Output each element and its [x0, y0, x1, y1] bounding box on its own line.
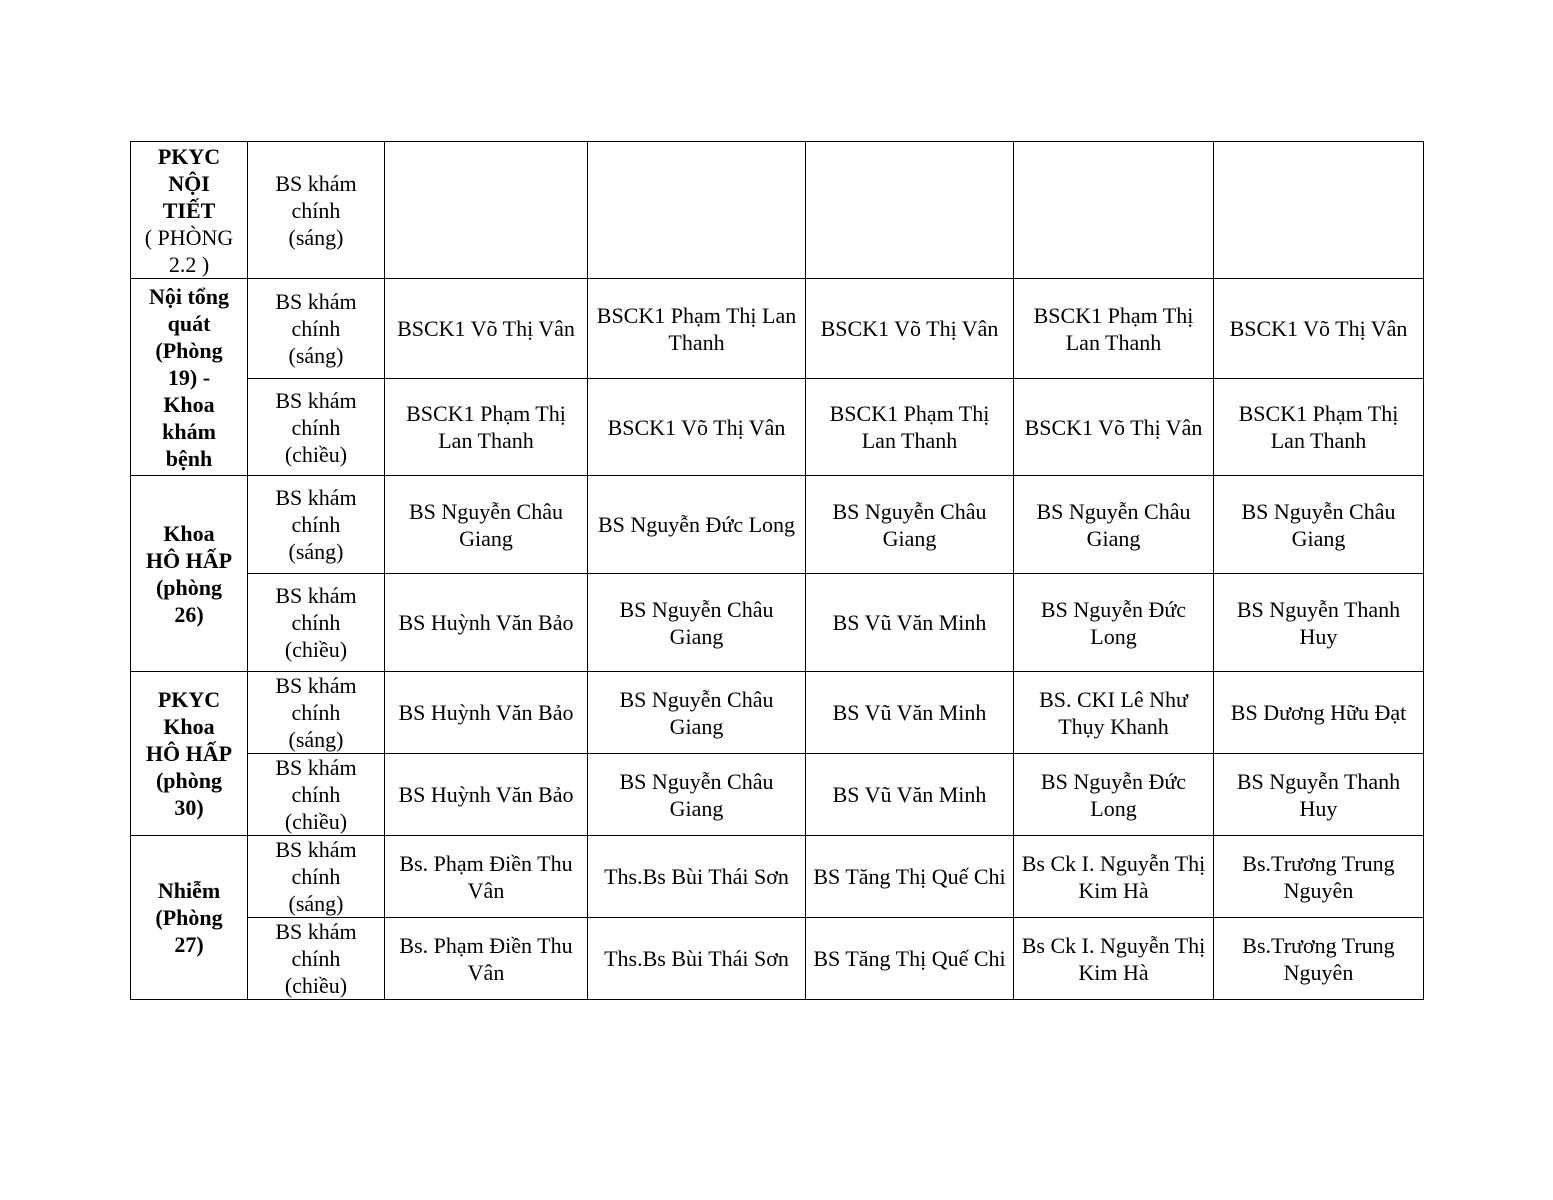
shift-cell [248, 918, 385, 1000]
doctor-cell: Bs.Trương Trung Nguyên [1214, 918, 1424, 1000]
department-name-line: Nhiễm [157, 878, 221, 903]
doctor-cell: BSCK1 Phạm Thị Lan Thanh [806, 379, 1014, 476]
doctor-cell: Bs.Trương Trung Nguyên [1214, 836, 1424, 918]
shift-line: (chiều) [284, 637, 348, 662]
department-name-line: 30) [174, 795, 204, 820]
doctor-cell: BS Tăng Thị Quế Chi [806, 836, 1014, 918]
table-row [131, 574, 1424, 672]
department-name-line: khám [162, 418, 216, 444]
shift-line: chính [291, 197, 341, 223]
doctor-cell: BS Vũ Văn Minh [806, 574, 1014, 672]
doctor-cell: BSCK1 Phạm Thị Lan Thanh [1214, 379, 1424, 476]
department-name-line: quát [167, 310, 211, 336]
doctor-cell: BS Vũ Văn Minh [806, 672, 1014, 754]
department-cell [131, 672, 248, 836]
shift-line: (chiều) [284, 441, 348, 467]
department-name-line: Khoa [163, 520, 215, 546]
table-row [131, 379, 1424, 476]
doctor-cell [806, 142, 1014, 279]
department-name-line: Khoa [163, 391, 215, 417]
doctor-cell: Bs Ck I. Nguyễn Thị Kim Hà [1014, 918, 1214, 1000]
doctor-cell: BS Nguyễn Châu Giang [806, 476, 1014, 574]
shift-line: chính [291, 946, 341, 971]
doctor-cell: BS Nguyễn Đức Long [1014, 754, 1214, 836]
department-cell [131, 142, 248, 279]
doctor-cell: BS Huỳnh Văn Bảo [385, 574, 588, 672]
doctor-cell: Ths.Bs Bùi Thái Sơn [588, 918, 806, 1000]
department-cell [131, 476, 248, 672]
doctor-cell [1014, 142, 1214, 279]
doctor-cell: Bs. Phạm Điền Thu Vân [385, 918, 588, 1000]
shift-cell [248, 379, 385, 476]
shift-line: BS khám [275, 387, 357, 413]
doctor-cell: BSCK1 Võ Thị Vân [385, 279, 588, 379]
shift-line: BS khám [275, 485, 357, 510]
shift-line: chính [291, 700, 341, 725]
department-name-line: HÔ HẤP [145, 741, 233, 766]
doctor-cell: BS Nguyễn Đức Long [1014, 574, 1214, 672]
department-name-line: Nội tổng [148, 283, 230, 309]
department-name-line: TIẾT [162, 197, 216, 223]
doctor-cell: BS Dương Hữu Đạt [1214, 672, 1424, 754]
schedule-table [130, 141, 1424, 1000]
department-name-line: PKYC [157, 143, 221, 169]
shift-line: (sáng) [288, 539, 344, 564]
shift-line: BS khám [275, 837, 357, 862]
shift-cell [248, 754, 385, 836]
doctor-cell: BS Nguyễn Châu Giang [1014, 476, 1214, 574]
doctor-cell [1214, 142, 1424, 279]
shift-line: BS khám [275, 673, 357, 698]
department-cell [131, 836, 248, 1000]
doctor-cell: BS. CKI Lê Như Thụy Khanh [1014, 672, 1214, 754]
shift-cell [248, 279, 385, 379]
doctor-cell: BS Nguyễn Thanh Huy [1214, 574, 1424, 672]
shift-line: BS khám [275, 755, 357, 780]
shift-cell [248, 836, 385, 918]
doctor-cell: BS Huỳnh Văn Bảo [385, 672, 588, 754]
shift-cell [248, 142, 385, 279]
doctor-cell: Bs. Phạm Điền Thu Vân [385, 836, 588, 918]
shift-line: BS khám [275, 919, 357, 944]
department-name-line: 26) [174, 601, 204, 627]
doctor-cell: BSCK1 Phạm Thị Lan Thanh [385, 379, 588, 476]
doctor-cell: BSCK1 Phạm Thị Lan Thanh [1014, 279, 1214, 379]
shift-line: chính [291, 316, 341, 341]
department-name-line: HÔ HẤP [145, 547, 233, 573]
department-name-line: NỘI [168, 170, 210, 196]
department-name-line: bệnh [165, 445, 213, 471]
table-row [131, 836, 1424, 918]
shift-line: (sáng) [288, 891, 344, 916]
department-cell [131, 279, 248, 476]
shift-line: (sáng) [288, 224, 344, 250]
department-name-line: PKYC [157, 687, 221, 712]
doctor-cell [385, 142, 588, 279]
doctor-cell: BSCK1 Võ Thị Vân [806, 279, 1014, 379]
doctor-cell: BSCK1 Phạm Thị Lan Thanh [588, 279, 806, 379]
shift-line: (sáng) [288, 343, 344, 368]
shift-line: BS khám [275, 170, 357, 196]
table-row [131, 918, 1424, 1000]
department-room-line: 2.2 ) [168, 251, 210, 277]
doctor-cell: BS Nguyễn Châu Giang [385, 476, 588, 574]
table-row [131, 279, 1424, 379]
table-row [131, 476, 1424, 574]
doctor-cell: BS Huỳnh Văn Bảo [385, 754, 588, 836]
department-name-line: (phòng [155, 574, 223, 600]
shift-line: chính [291, 864, 341, 889]
department-name-line: (Phòng [155, 337, 223, 363]
shift-line: (chiều) [284, 809, 348, 834]
doctor-cell: BS Nguyễn Châu Giang [588, 672, 806, 754]
shift-line: chính [291, 414, 341, 440]
shift-cell [248, 574, 385, 672]
doctor-cell: BS Nguyễn Châu Giang [588, 574, 806, 672]
department-name-line: Khoa [163, 714, 215, 739]
shift-cell [248, 476, 385, 574]
doctor-cell [588, 142, 806, 279]
doctor-cell: BS Tăng Thị Quế Chi [806, 918, 1014, 1000]
doctor-cell: Bs Ck I. Nguyễn Thị Kim Hà [1014, 836, 1214, 918]
doctor-cell: Ths.Bs Bùi Thái Sơn [588, 836, 806, 918]
department-room-line: ( PHÒNG [144, 224, 234, 250]
shift-line: chính [291, 782, 341, 807]
doctor-cell: BS Nguyễn Châu Giang [1214, 476, 1424, 574]
doctor-cell: BS Vũ Văn Minh [806, 754, 1014, 836]
department-name-line: (Phòng [155, 905, 223, 930]
table-row [131, 142, 1424, 279]
doctor-cell: BS Nguyễn Thanh Huy [1214, 754, 1424, 836]
shift-line: chính [291, 610, 341, 635]
doctor-cell: BSCK1 Võ Thị Vân [1214, 279, 1424, 379]
doctor-cell: BSCK1 Võ Thị Vân [588, 379, 806, 476]
doctor-cell: BS Nguyễn Đức Long [588, 476, 806, 574]
shift-line: (sáng) [288, 727, 344, 752]
table-row [131, 672, 1424, 754]
shift-line: (chiều) [284, 973, 348, 998]
doctor-cell: BS Nguyễn Châu Giang [588, 754, 806, 836]
department-name-line: 19) - [167, 364, 211, 390]
shift-line: BS khám [275, 289, 357, 314]
table-row [131, 754, 1424, 836]
shift-cell [248, 672, 385, 754]
department-name-line: 27) [174, 932, 204, 957]
doctor-cell: BSCK1 Võ Thị Vân [1014, 379, 1214, 476]
shift-line: BS khám [275, 583, 357, 608]
department-name-line: (phòng [155, 768, 223, 793]
shift-line: chính [291, 512, 341, 537]
